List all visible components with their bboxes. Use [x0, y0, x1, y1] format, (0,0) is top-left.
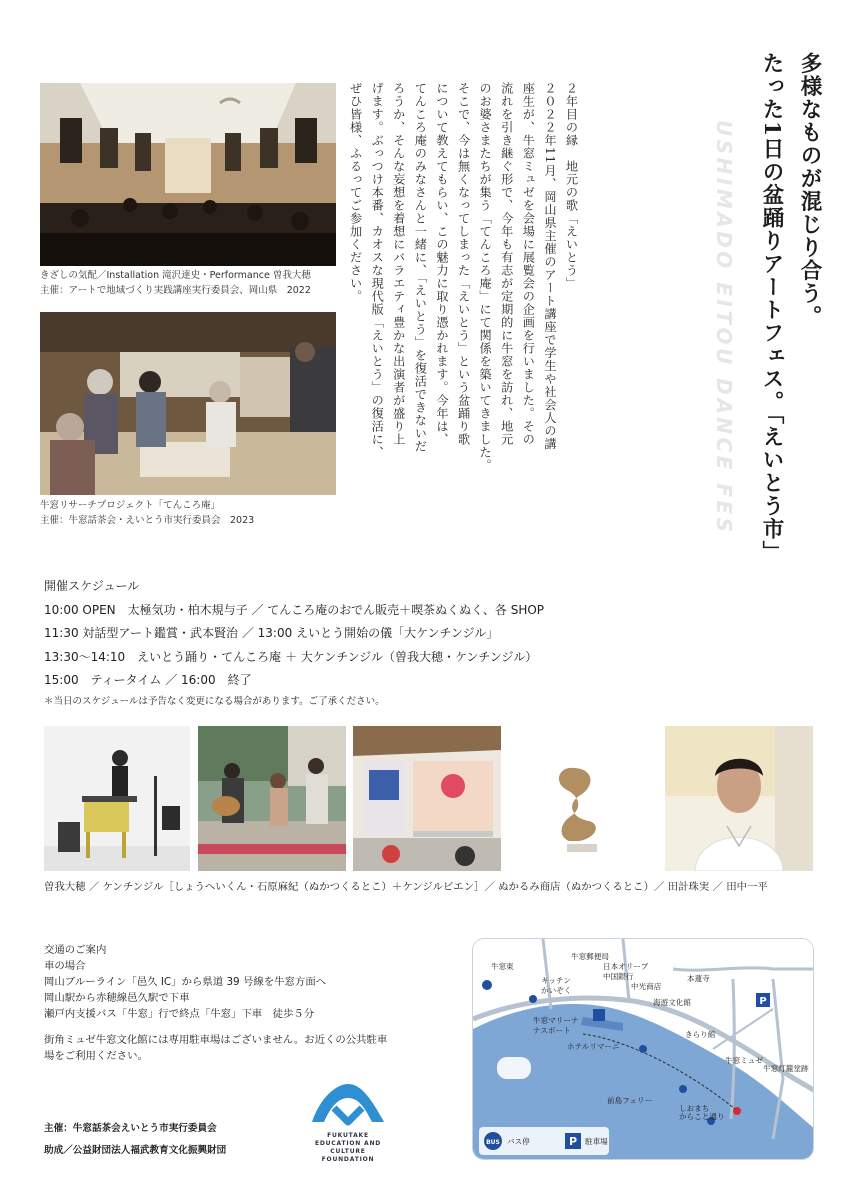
map-label-kitchen: キッチン — [541, 976, 571, 985]
logo-text-3: FOUNDATION — [321, 1156, 375, 1163]
intro-line: そこで、今は無くなってしまった「えいとう」という盆踊り歌 — [456, 82, 471, 446]
map-label-nasbo: ナスボート — [533, 1026, 571, 1035]
access-map — [472, 938, 814, 1160]
schedule-line: 10:00 OPEN 太極気功・柏木規与子 ／ てんころ庵のおでん販売＋喫茶ぬくぬく、各 SHOP — [44, 603, 545, 617]
fukutake-logo-mark — [298, 1078, 398, 1128]
map-label-omachi-2: からこと通り — [679, 1112, 725, 1121]
access-parking-1: 街角ミュゼ牛窓文化館には専用駐車場はございません。お近くの公共駐車 — [44, 1034, 388, 1046]
photo-sculpture — [509, 726, 657, 871]
map-label-bank: 中国銀行 — [603, 972, 634, 981]
performers-caption: 曽我大穂 ／ ケンチンジル［しょうへいくん・石原麻紀（ぬかつくるとこ）＋ケンジルビエン］／ ぬかるみ商店（ぬかつくるとこ）／ 田計珠実 ／ 田中一平 — [44, 881, 768, 893]
photo-tanaka-ippei — [665, 726, 813, 871]
credits — [44, 1118, 226, 1162]
map-label-omachi: しおまち — [679, 1104, 710, 1113]
logo-text-1: FUKUTAKE — [327, 1132, 369, 1139]
title-line-2: たった1日の盆踊りアートフェス。「えいとう市」 — [759, 52, 784, 564]
access-train-2: 瀬戸内支援バス「牛窓」行で終点「牛窓」下車 徒歩５分 — [44, 1008, 315, 1020]
intro-line: のお婆さまたちが集う「てんころ庵」にて関係を築いてきました。 — [478, 82, 493, 472]
schedule-line: 11:30 対話型アート鑑賞・武本賢治 ／ 13:00 えいとう開始の儀「大ケンチンジル」 — [44, 626, 499, 641]
photo-soga-daiho — [44, 726, 190, 871]
deco-fes-text: USHIMADO EITOU DANCE FES — [712, 120, 736, 536]
logo-text-2: EDUCATION AND CULTURE — [314, 1140, 382, 1155]
schedule-line: 15:00 ティータイム ／ 16:00 終了 — [44, 672, 252, 687]
access-car-route: 岡山ブルーライン「邑久 IC」から県道 39 号線を牛窓方面へ — [44, 976, 327, 988]
organizer-credit: 主催：牛窓話茶会えいとう市実行委員会 — [44, 1123, 217, 1134]
legend-bus-label: バス停 — [507, 1137, 530, 1146]
photo-kenchinjiru — [198, 726, 346, 871]
photo1-caption-1: きざしの気配／Installation 滝沢達史・Performance 曽我大穂 — [40, 270, 311, 281]
legend-bus-icon: BUS — [486, 1139, 500, 1146]
map-label-maejima: 前島フェリー — [607, 1096, 653, 1105]
map-label-hotel: ホテルリマーニ — [567, 1042, 620, 1051]
map-label-muse: 牛窓ミュゼ — [725, 1056, 763, 1065]
map-label-higashi: 牛窓東 — [491, 962, 514, 971]
access-heading: 交通のご案内 — [44, 944, 107, 956]
map-p-icon: P — [759, 996, 767, 1007]
title-line-1: 多様なものが混じり合う。 — [797, 52, 822, 328]
photo-installation-hall — [40, 83, 336, 266]
photo1-caption-2: 主催：アートで地域づくり実践講座実行委員会、岡山県 2022 — [40, 285, 311, 296]
intro-body — [344, 82, 582, 552]
map-label-hotoji: 本蓮寺 — [687, 974, 710, 983]
intro-line: ２０２２年11月、岡山県主催のアート講座で学生や社会人の講 — [542, 82, 557, 451]
photo-nukarumi-shoten — [353, 726, 501, 871]
map-label-kaizoku: かいぞく — [541, 986, 572, 995]
intro-line: てんころ庵のみなさんと一緒に、「えいとう」を復活できないだ — [413, 82, 428, 453]
schedule-note: ＊当日のスケジュールは予告なく変更になる場合があります。ご了承ください。 — [44, 696, 385, 708]
photo2-caption-1: 牛窓リサーチプロジェクト「てんころ庵」 — [40, 500, 221, 511]
intro-line: 流れを引き継ぐ形で、今年も有志が定期的に牛窓を訪れ、地元 — [499, 82, 514, 446]
legend-parking-label: 駐車場 — [585, 1137, 608, 1146]
map-label-olive: 日本オリーブ — [603, 962, 649, 971]
intro-line: ２年目の縁 地元の歌「えいとう」 — [564, 82, 579, 290]
schedule-line: 13:30〜14:10 えいとう踊り・てんころ庵 ＋ 大ケンチンジル（曽我大穂・ケンチンジル） — [44, 649, 538, 664]
access-train-1: 岡山駅から赤穂線邑久駅で下車 — [44, 992, 190, 1004]
map-label-kirari: きらり館 — [685, 1030, 716, 1039]
map-label-kaiyu: 海遊文化館 — [653, 998, 691, 1007]
legend-p-icon: P — [568, 1135, 578, 1148]
intro-line: 座生が、牛窓ミュゼを会場に展覧会の企画を行いました。その — [521, 82, 536, 446]
intro-line: げます。ぶっつけ本番、カオスな現代版「えいとう」の復活に、 — [370, 82, 385, 459]
schedule-section — [44, 576, 664, 711]
photo2-caption-2: 主催：牛窓話茶会・えいとう市実行委員会 2023 — [40, 515, 255, 526]
map-label-nakamitsu: 中光商店 — [631, 982, 662, 991]
access-car-heading: 車の場合 — [44, 960, 86, 972]
access-section — [44, 942, 464, 1064]
fukutake-logo — [298, 1078, 398, 1164]
intro-line: ろうか、そんな妄想を着想にバラエティ豊かな出演者が盛り上 — [391, 82, 406, 446]
intro-line: について教えてもらい、この魅力に取り憑かれます。今年は、 — [434, 82, 449, 446]
page-title — [752, 52, 828, 572]
map-label-marina: 牛窓マリーナ — [533, 1016, 579, 1025]
schedule-heading: 開催スケジュール — [44, 579, 140, 593]
map-label-post: 牛窓郵便局 — [571, 952, 609, 961]
map-label-lighthouse: 牛窓灯籠堂跡 — [763, 1064, 809, 1073]
photo-tenkoroan — [40, 312, 336, 495]
access-parking-2: 場をご利用ください。 — [44, 1050, 148, 1062]
intro-line: ぜひ皆様、ふるってご参加ください。 — [348, 82, 363, 303]
support-credit: 助成／公益財団法人福武教育文化振興財団 — [44, 1145, 227, 1156]
